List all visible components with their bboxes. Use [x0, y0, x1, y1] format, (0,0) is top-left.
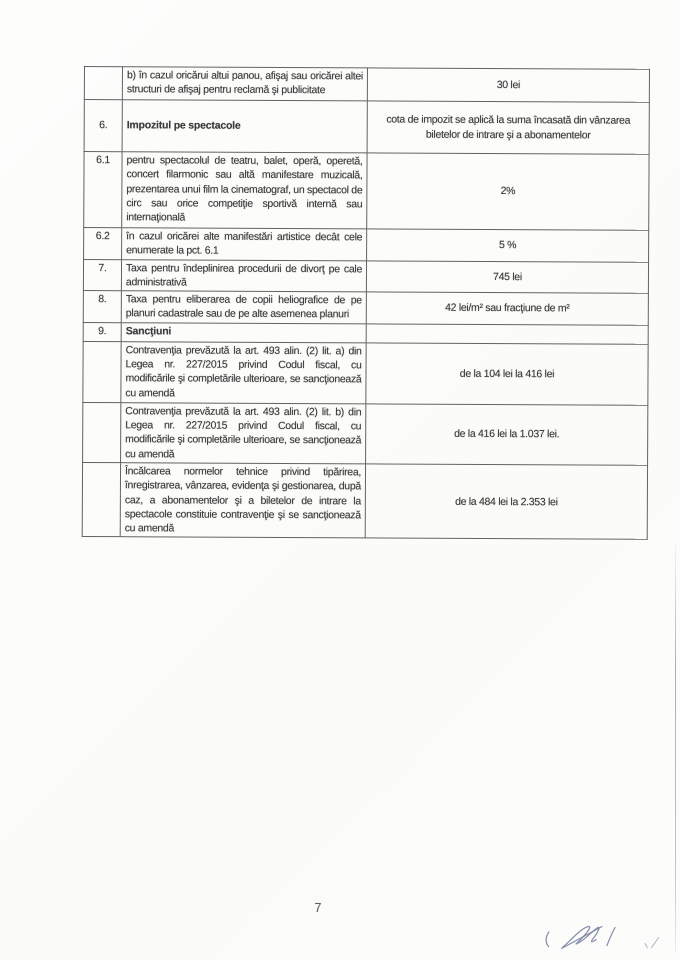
tax-rates-table: [82, 66, 650, 540]
table-row: [83, 402, 648, 465]
value-cell: 5 %: [367, 229, 649, 262]
scan-edge-artifact: [675, 543, 676, 953]
table-row: [84, 152, 649, 231]
description-cell: Taxa pentru eliberarea de copii heliografice de pe planuri cadastrale sau de pe alte asemenea planuri: [121, 291, 366, 324]
scribble-stroke: [607, 928, 615, 946]
page-number: 7: [314, 901, 322, 915]
value-cell: 42 lei/m² sau fracţiune de m²: [366, 292, 648, 325]
value-cell: [366, 324, 648, 344]
row-number-cell: [82, 462, 120, 537]
description-cell: în cazul oricărei alte manifestări artistice decât cele enumerate la pct. 6.1: [122, 228, 367, 261]
row-number-cell: 9.: [83, 322, 121, 341]
description-cell: Încălcarea normelor tehnice privind tipărirea, înregistrarea, vânzarea, evidenţa şi gestionarea, după caz, a abonamentelor şi a biletelor de intrare la spectacole constituie contravenţie şi se sancţionează cu amendă: [120, 463, 365, 539]
value-cell: 745 lei: [366, 260, 648, 293]
value-cell: de la 104 lei la 416 lei: [366, 343, 648, 405]
description-cell: Contravenţia prevăzută la art. 493 alin. (2) lit. b) din Legea nr. 227/2015 privind Codul fiscal, cu modificările şi completările ulterioare, se sancţionează cu amendă: [121, 402, 366, 463]
description-cell: b) în cazul oricărui altui panou, afişaj sau oricărei altei structuri de afişaj pentru reclamă şi publicitate: [122, 67, 367, 101]
row-number-cell: 7.: [83, 259, 121, 291]
row-number-cell: 8.: [83, 291, 121, 323]
handwritten-signature-scribble: [528, 914, 678, 959]
description-cell: Sancţiuni: [121, 322, 366, 342]
value-cell: 30 lei: [367, 68, 649, 102]
row-number-cell: [83, 402, 121, 462]
scribble-stroke: [652, 938, 659, 948]
row-number-cell: 6.1: [84, 152, 122, 228]
row-number-cell: 6.: [84, 100, 122, 152]
value-cell: de la 416 lei la 1.037 lei.: [366, 404, 648, 466]
table-row: [84, 100, 649, 155]
table-row: [84, 228, 649, 262]
description-cell: pentru spectacolul de teatru, balet, operă, operetă, concert filarmonic sau altă manifestare muzicală, prezentarea unui film la cinematograf, un spectacol de circ sau orice competiţie sportivă internă sau internaţională: [122, 152, 367, 229]
value-cell: de la 484 lei la 2.353 lei: [365, 464, 647, 540]
table-row: [83, 259, 648, 293]
scribble-stroke: [546, 932, 549, 947]
scribble-stroke: [563, 926, 599, 947]
description-cell: Impozitul pe spectacole: [122, 100, 367, 153]
row-number-cell: [84, 67, 122, 100]
table-row: [84, 67, 649, 103]
table-row: [83, 291, 648, 325]
table-skew-wrapper: [82, 66, 650, 540]
value-cell: 2%: [367, 153, 649, 230]
scribble-stroke: [645, 944, 647, 948]
row-number-cell: [83, 341, 121, 402]
row-number-cell: 6.2: [84, 228, 122, 260]
description-cell: Contravenţia prevăzută la art. 493 alin. (2) lit. a) din Legea nr. 227/2015 privind Codul fiscal, cu modificările şi completările ulterioare, se sancţionează cu amendă: [121, 341, 366, 403]
table-row: [83, 341, 648, 405]
description-cell: Taxa pentru îndeplinirea procedurii de divorţ pe cale administrativă: [121, 259, 366, 292]
table-row: [82, 462, 647, 539]
value-cell: cota de impozit se aplică la suma încasată din vânzarea biletelor de intrare şi a abonamentelor: [367, 101, 649, 154]
